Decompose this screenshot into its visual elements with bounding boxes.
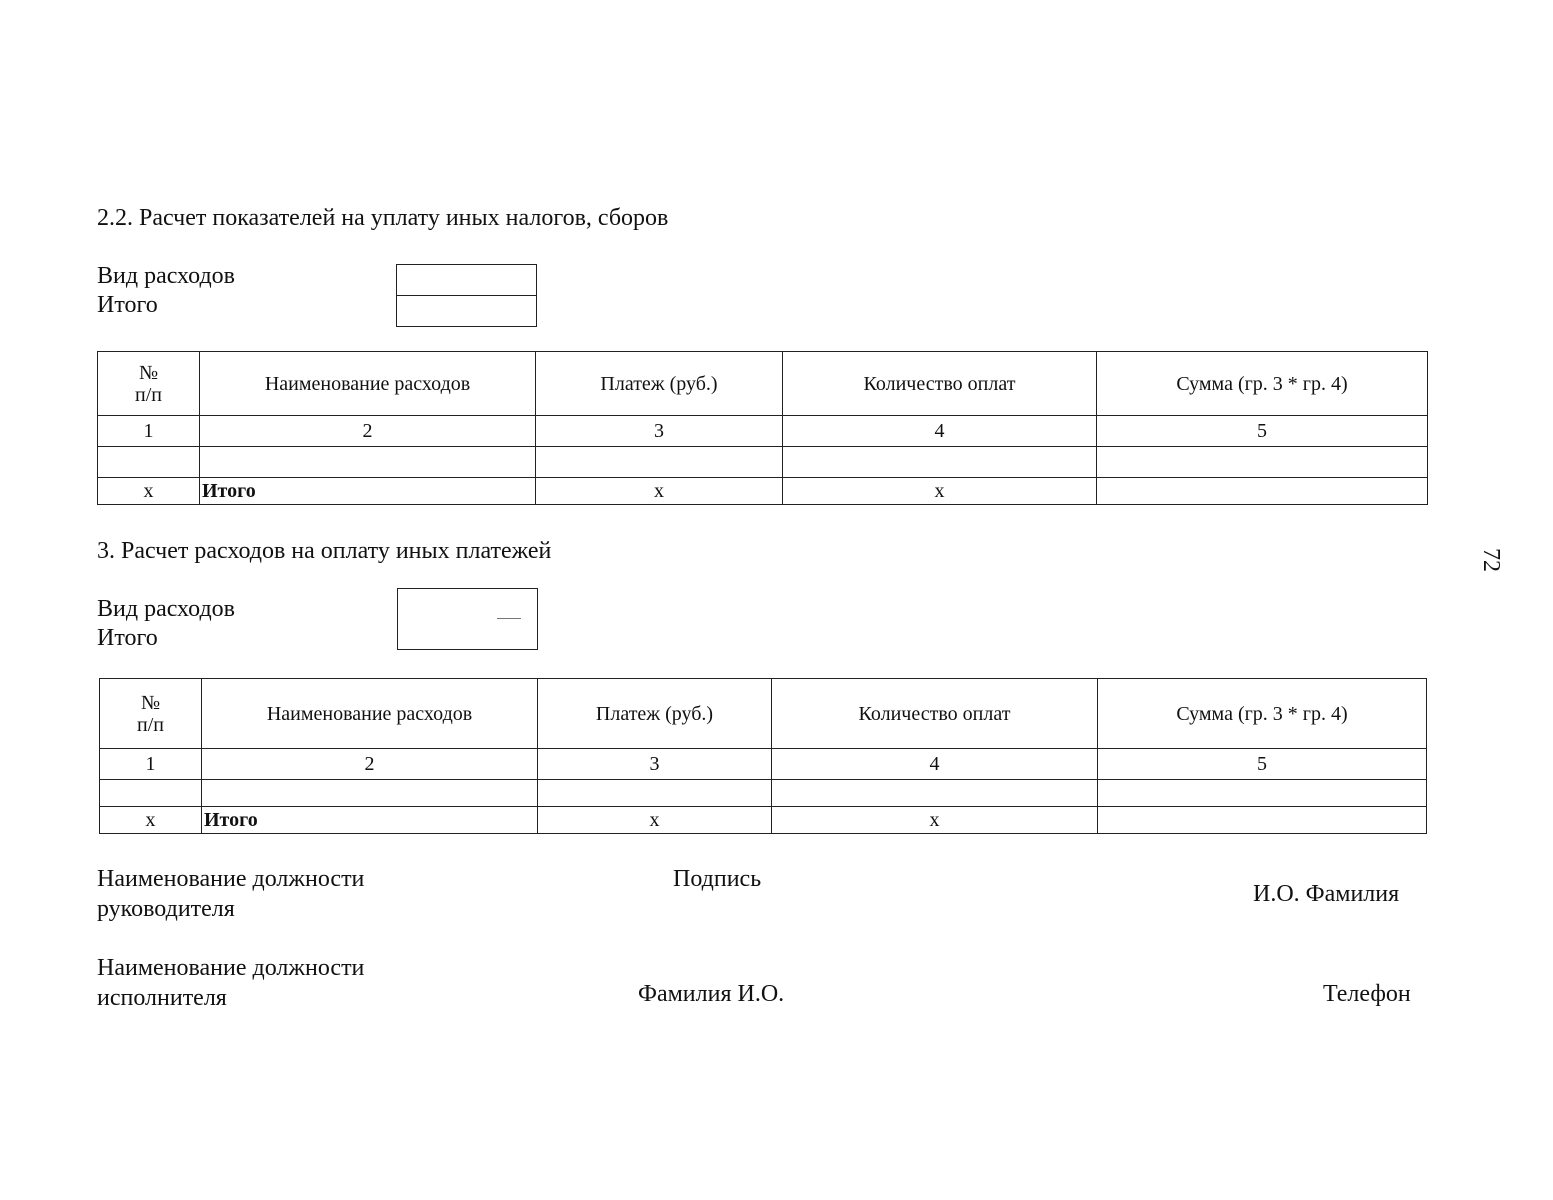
section-3-table	[99, 678, 1427, 834]
table-header-row	[100, 679, 1427, 749]
empty-cell[interactable]	[772, 780, 1098, 807]
head-name-label: И.О. Фамилия	[1253, 881, 1400, 907]
total-cell-payment: x	[538, 807, 772, 834]
header-cell-num: № п/п	[98, 352, 200, 416]
empty-cell[interactable]	[783, 447, 1097, 478]
total-row	[100, 807, 1427, 834]
empty-cell[interactable]	[536, 447, 783, 478]
empty-cell[interactable]	[538, 780, 772, 807]
empty-cell[interactable]	[1097, 447, 1428, 478]
empty-cell[interactable]	[200, 447, 536, 478]
section-22-vid-label: Вид расходов	[97, 263, 235, 289]
col-number-cell: 3	[536, 416, 783, 447]
total-cell-num: x	[98, 478, 200, 505]
col-number-cell: 1	[100, 749, 202, 780]
total-cell-count: x	[772, 807, 1098, 834]
phone-label: Телефон	[1323, 981, 1411, 1007]
header-cell-payment: Платеж (руб.)	[536, 352, 783, 416]
section-3-vid-label: Вид расходов	[97, 596, 235, 622]
header-cell-payment: Платеж (руб.)	[538, 679, 772, 749]
section-22-table	[97, 351, 1428, 505]
column-number-row	[98, 416, 1428, 447]
section-22-itogo-field[interactable]	[396, 295, 537, 327]
header-cell-name: Наименование расходов	[202, 679, 538, 749]
field-divider-mark	[497, 618, 521, 619]
table-header-row	[98, 352, 1428, 416]
col-number-cell: 1	[98, 416, 200, 447]
header-cell-count: Количество оплат	[783, 352, 1097, 416]
empty-cell[interactable]	[98, 447, 200, 478]
empty-cell[interactable]	[1098, 780, 1427, 807]
total-cell-count: x	[783, 478, 1097, 505]
section-22-itogo-label: Итого	[97, 292, 158, 318]
page-number: 72	[1478, 548, 1504, 572]
header-cell-num: № п/п	[100, 679, 202, 749]
col-number-cell: 4	[772, 749, 1098, 780]
total-cell-sum[interactable]	[1097, 478, 1428, 505]
section-22-vid-field[interactable]	[396, 264, 537, 296]
total-cell-payment: x	[536, 478, 783, 505]
table-row	[98, 447, 1428, 478]
total-cell-label: Итого	[200, 478, 536, 505]
column-number-row	[100, 749, 1427, 780]
head-position-label: Наименование должности руководителя	[97, 866, 365, 922]
total-cell-num: x	[100, 807, 202, 834]
signature-label: Подпись	[673, 866, 762, 892]
executor-name-label: Фамилия И.О.	[638, 981, 785, 1007]
section-3-itogo-field[interactable]	[398, 619, 537, 649]
executor-position-label: Наименование должности исполнителя	[97, 955, 365, 1011]
header-cell-sum: Сумма (гр. 3 * гр. 4)	[1098, 679, 1427, 749]
section-3-vid-itogo-field[interactable]	[397, 588, 538, 650]
total-cell-label: Итого	[202, 807, 538, 834]
col-number-cell: 4	[783, 416, 1097, 447]
col-number-cell: 3	[538, 749, 772, 780]
empty-cell[interactable]	[100, 780, 202, 807]
col-number-cell: 5	[1098, 749, 1427, 780]
section-3-vid-field[interactable]	[398, 589, 537, 619]
col-number-cell: 5	[1097, 416, 1428, 447]
section-3-title: 3. Расчет расходов на оплату иных платежей	[97, 538, 552, 564]
empty-cell[interactable]	[202, 780, 538, 807]
header-cell-name: Наименование расходов	[200, 352, 536, 416]
section-3-itogo-label: Итого	[97, 625, 158, 651]
header-cell-sum: Сумма (гр. 3 * гр. 4)	[1097, 352, 1428, 416]
table-row	[100, 780, 1427, 807]
total-row	[98, 478, 1428, 505]
total-cell-sum[interactable]	[1098, 807, 1427, 834]
section-22-title: 2.2. Расчет показателей на уплату иных налогов, сборов	[97, 205, 669, 231]
col-number-cell: 2	[202, 749, 538, 780]
col-number-cell: 2	[200, 416, 536, 447]
header-cell-count: Количество оплат	[772, 679, 1098, 749]
